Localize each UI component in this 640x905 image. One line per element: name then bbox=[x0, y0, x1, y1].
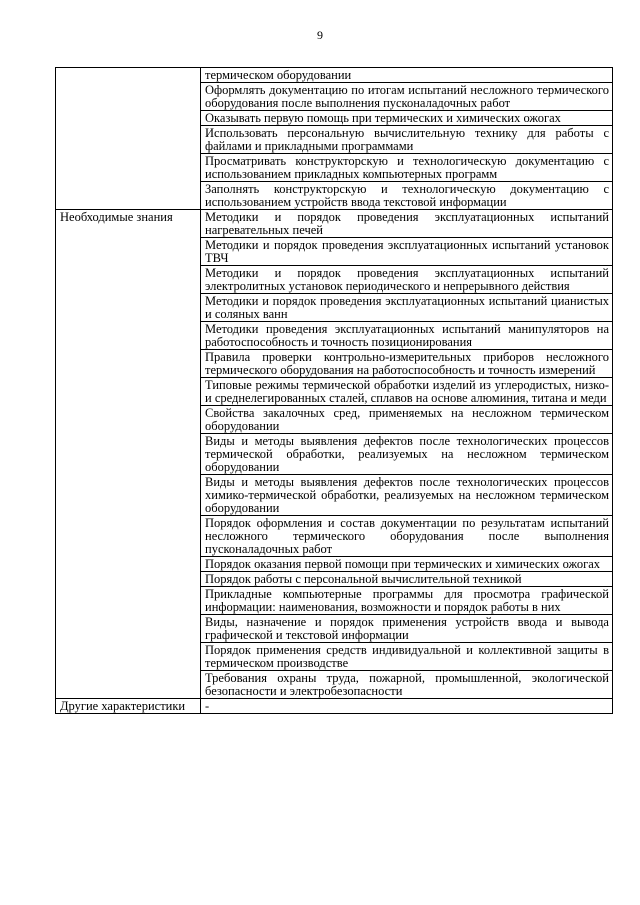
requirement-item: Просматривать конструкторскую и технологическую документацию с использованием прикладных компьютерных программ bbox=[201, 154, 613, 182]
requirements-table bbox=[55, 67, 613, 714]
requirement-item: Порядок оформления и состав документации по результатам испытаний несложного термического оборудования после выполнения пусконаладочных работ bbox=[201, 516, 613, 557]
requirement-item: Виды, назначение и порядок применения устройств ввода и вывода графической и текстовой информации bbox=[201, 615, 613, 643]
requirement-item: Заполнять конструкторскую и технологическую документацию с использованием устройств ввода текстовой информации bbox=[201, 182, 613, 210]
requirement-item: Порядок применения средств индивидуальной и коллективной защиты в термическом производстве bbox=[201, 643, 613, 671]
requirement-item: Оказывать первую помощь при термических и химических ожогах bbox=[201, 111, 613, 126]
requirement-item: Порядок оказания первой помощи при термических и химических ожогах bbox=[201, 557, 613, 572]
requirement-item: Свойства закалочных сред, применяемых на несложном термическом оборудовании bbox=[201, 406, 613, 434]
requirement-item: Оформлять документацию по итогам испытаний несложного термического оборудования после выполнения пусконаладочных работ bbox=[201, 83, 613, 111]
requirements-table-body bbox=[56, 68, 613, 714]
table-row bbox=[56, 699, 613, 714]
requirement-item: Порядок работы с персональной вычислительной техникой bbox=[201, 572, 613, 587]
requirement-item: Виды и методы выявления дефектов после технологических процессов химико-термической обработки, реализуемых на несложном термическом оборудовании bbox=[201, 475, 613, 516]
requirement-item: термическом оборудовании bbox=[201, 68, 613, 83]
requirement-item: Типовые режимы термической обработки изделий из углеродистых, низко- и среднелегированных сталей, сплавов на основе алюминия, титана и меди bbox=[201, 378, 613, 406]
table-row bbox=[56, 210, 613, 238]
requirement-item: Методики и порядок проведения эксплуатационных испытаний электролитных установок периодического и непрерывного действия bbox=[201, 266, 613, 294]
requirement-item: Правила проверки контрольно-измерительных приборов несложного термического оборудования на работоспособность и точность измерений bbox=[201, 350, 613, 378]
section-label bbox=[56, 68, 201, 210]
requirement-item: Виды и методы выявления дефектов после технологических процессов термической обработки, реализуемых на несложном термическом оборудовании bbox=[201, 434, 613, 475]
requirement-item: Требования охраны труда, пожарной, промышленной, экологической безопасности и электробезопасности bbox=[201, 671, 613, 699]
requirement-item: Прикладные компьютерные программы для просмотра графической информации: наименования, возможности и порядок работы в них bbox=[201, 587, 613, 615]
table-row bbox=[56, 68, 613, 83]
section-label: Другие характеристики bbox=[56, 699, 201, 714]
requirement-item: Использовать персональную вычислительную технику для работы с файлами и прикладными программами bbox=[201, 126, 613, 154]
requirement-item: Методики и порядок проведения эксплуатационных испытаний нагревательных печей bbox=[201, 210, 613, 238]
requirement-item: Методики и порядок проведения эксплуатационных испытаний цианистых и соляных ванн bbox=[201, 294, 613, 322]
section-label: Необходимые знания bbox=[56, 210, 201, 699]
requirement-item: Методики проведения эксплуатационных испытаний манипуляторов на работоспособность и точность позиционирования bbox=[201, 322, 613, 350]
page-number: 9 bbox=[317, 28, 323, 42]
requirement-item: Методики и порядок проведения эксплуатационных испытаний установок ТВЧ bbox=[201, 238, 613, 266]
requirement-item: - bbox=[201, 699, 613, 714]
